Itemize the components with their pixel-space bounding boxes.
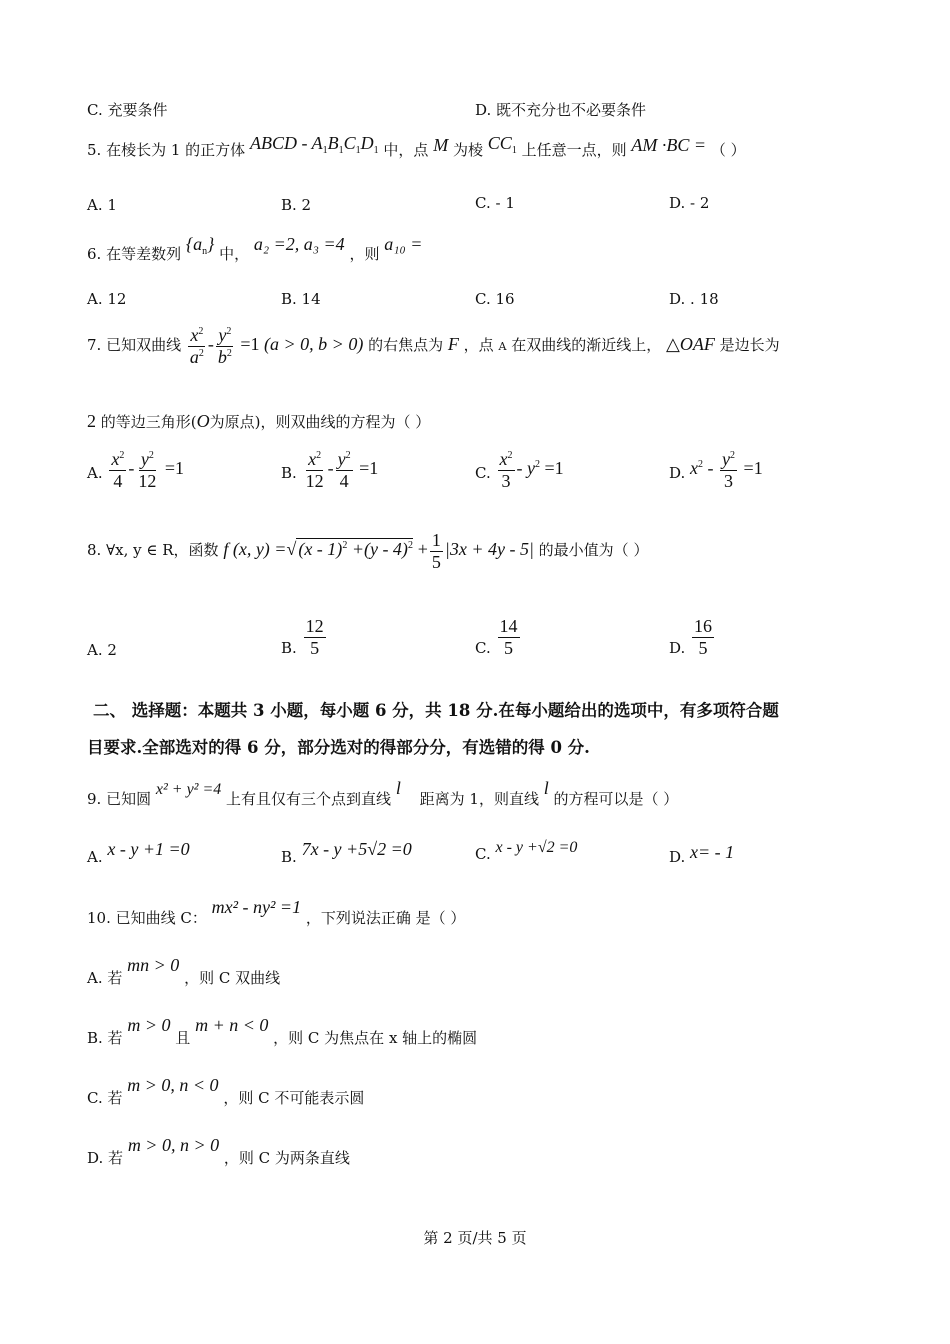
q7-option-a: A. $\frac{x^2}{4}$ - $\frac{y^2}{12}$ =1: [87, 449, 185, 491]
q9-mid2: 距离为 1，则直线: [419, 790, 539, 808]
q8-prefix: 8. ∀x, y ∈ R，函数: [87, 541, 219, 560]
q7-line2-a: 的等边三角形(: [100, 413, 197, 431]
q5-mid3: 上任意一点，则: [521, 141, 627, 159]
q7-stem: 7. 已知双曲线 $\frac{x^2}{a^2}$ - $\frac{y^2}{b^2}$ =1 (a > 0, b > 0) 的右焦点为 F ，点 A 在双曲线的渐近线上， △OAF 是边长为: [87, 325, 780, 367]
q7-prefix: 7. 已知双曲线: [87, 336, 182, 355]
q9-option-a: A. x - y +1 =0: [87, 839, 190, 866]
q5-suffix: （ ）: [710, 141, 746, 159]
q7-triangle: △OAF: [666, 334, 715, 355]
q5-option-c: C. - 1: [475, 194, 515, 212]
q7-option-d: D. $x^2$ - $\frac{y^2}{3}$ =1: [669, 449, 763, 491]
q5-expr: AM ·BC =: [631, 135, 707, 155]
q5-edge: CC: [487, 133, 512, 153]
q9-circle: x² + y² =4: [155, 781, 222, 798]
page-footer: 第 2 页/共 5 页: [423, 1229, 527, 1247]
q10-option-d: D. 若 m > 0, n > 0 ，则 C 为两条直线: [87, 1135, 350, 1167]
q7-mid4: 是边长为: [719, 336, 780, 355]
section2-heading-line2: 目要求.全部选对的得 6 分，部分选对的得部分分，有选错的得 0 分.: [87, 738, 590, 757]
q10-suffix: ，下列说法正确 是（ ）: [305, 909, 466, 927]
q8-suffix: 的最小值为（ ）: [538, 541, 649, 560]
q7-option-b: B. $\frac{x^2}{12}$ - $\frac{y^2}{4}$ =1: [281, 449, 379, 491]
q8-option-c: C. $\frac{14}{5}$: [475, 616, 518, 658]
q9-option-c: C. x - y +√2 =0: [475, 839, 578, 863]
q5-option-a: A. 1: [87, 196, 117, 214]
q7-frac-x: $\frac{x^2}{a^2}$: [189, 325, 204, 367]
q6-mid1: 中，: [219, 245, 250, 263]
q9-line-l-2: l: [543, 778, 549, 798]
q8-stem: 8. ∀x, y ∈ R，函数 f (x, y) =√ (x - 1)$^2$ +(y - 4)$^2$ + $\frac{1}{5}$ |3x + 4y - 5| 的最小值为（ ）: [87, 530, 649, 572]
q7-stem-line2: [87, 412, 430, 430]
q10-option-c: C. 若 m > 0, n < 0 ，则 C 不可能表示圆: [87, 1075, 365, 1107]
q10-prefix: 10. 已知曲线 C：: [87, 909, 207, 927]
q7-origin: O: [196, 411, 210, 431]
q5-mid1: 中，点: [383, 141, 429, 159]
q6-mid2: ，则: [349, 245, 380, 263]
q5-stem: 5. 在棱长为 1 的正方体 ABCD - $A_1B_1C_1D_1$ 中，点 M 为棱 $CC_1$ 上任意一点，则 AM ·BC = （ ）: [87, 133, 746, 159]
q7-mid1: 的右焦点为: [368, 336, 444, 355]
q7-side: 2: [87, 411, 96, 431]
q9-option-d: D. x= - 1: [669, 842, 735, 866]
q7-focus: F: [447, 334, 459, 355]
q7-line2-b: 为原点)，则双曲线的方程为（ ）: [209, 413, 431, 431]
q8-option-b: B. $\frac{12}{5}$: [281, 616, 324, 658]
q7-frac-y: $\frac{y^2}{b^2}$: [217, 325, 232, 367]
q6-option-a: A. 12: [87, 290, 127, 308]
q8-function: f (x, y) =√ (x - 1)$^2$ +(y - 4)$^2$: [223, 539, 413, 560]
q4-option-d: D. 既不充分也不必要条件: [475, 101, 647, 119]
q10-stem: [87, 897, 466, 927]
q6-option-c: C. 16: [475, 290, 515, 308]
section2-heading-line1: 二、 选择题：本题共 3 小题，每小题 6 分，共 18 分.在每小题给出的选项中，有多项符合题: [93, 701, 779, 720]
q8-option-d: D. $\frac{16}{5}$: [669, 616, 713, 658]
q9-mid3: 的方程可以是（ ）: [553, 790, 679, 808]
q9-option-b: B. 7x - y +5√2 =0: [281, 839, 412, 866]
q6-given: a₂ =2, a₃ =4: [253, 234, 345, 254]
q10-curve: mx² - ny² =1: [211, 897, 302, 917]
q9-prefix: 9. 已知圆: [87, 790, 152, 808]
q8-option-a: A. 2: [87, 641, 117, 659]
q9-stem: [87, 778, 679, 808]
q6-prefix: 6. 在等差数列: [87, 245, 182, 263]
q5-cube: ABCD - A: [249, 133, 323, 153]
q9-line-l: l: [395, 778, 401, 798]
q7-option-c: C. $\frac{x^2}{3}$ - $y^2 =1$: [475, 449, 564, 491]
q6-target: a₁₀ =: [384, 234, 423, 254]
q9-mid1: 上有且仅有三个点到直线: [226, 790, 392, 808]
q10-option-b: B. 若 m > 0 且 m + n < 0 ，则 C 为焦点在 x 轴上的椭圆: [87, 1015, 478, 1047]
q5-option-d: D. - 2: [669, 194, 710, 212]
q10-option-a: A. 若 mn > 0 ，则 C 双曲线: [87, 955, 281, 987]
q5-mid2: 为棱: [453, 141, 484, 159]
q7-mid3: 在双曲线的渐近线上，: [511, 336, 662, 355]
q7-mid2: ，点: [463, 336, 494, 355]
q5-point: M: [433, 135, 449, 155]
q6-stem: 6. 在等差数列 $\{a_n\}$ 中， a₂ =2, a₃ =4 ，则 a₁₀ =: [87, 234, 423, 263]
q5-prefix: 5. 在棱长为 1 的正方体: [87, 141, 246, 159]
q6-option-d: D. . 18: [669, 290, 719, 308]
q4-option-c: C. 充要条件: [87, 101, 168, 119]
q5-option-b: B. 2: [281, 196, 312, 214]
q6-option-b: B. 14: [281, 290, 321, 308]
q7-cond: (a > 0, b > 0): [264, 334, 364, 355]
q7-point-a: A: [498, 340, 507, 354]
q6-seq: a: [193, 234, 203, 254]
